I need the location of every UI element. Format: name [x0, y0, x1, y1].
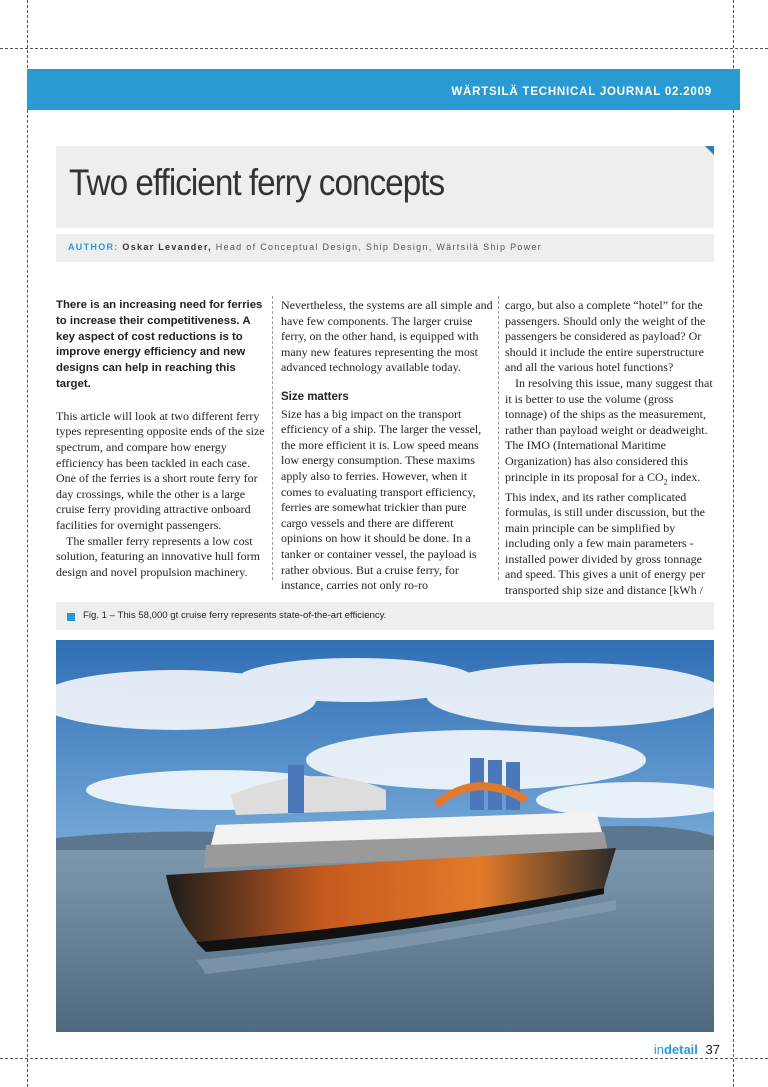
figure-caption-bar	[56, 602, 714, 630]
article-column-1	[56, 298, 266, 580]
paragraph-text: In resolving this issue, many suggest that it is better to use the volume (gross tonnage) of the ships as the measurement, rather than payload weight or deadweight. The IMO (International Maritime Organization) has also considered this principle in its proposal for a CO	[505, 375, 713, 484]
paragraph: Nevertheless, the systems are all simple and have few components. The larger cruise ferry, on the other hand, is equipped with many new features representing the most advanced technology available today.	[281, 298, 493, 375]
column-divider	[272, 296, 273, 580]
page-number: 37	[705, 1042, 720, 1057]
article-column-2	[281, 298, 493, 594]
header-band	[27, 69, 740, 110]
subscript: 2	[663, 476, 668, 486]
author-role: Head of Conceptual Design, Ship Design, Wärtsilä Ship Power	[215, 242, 543, 252]
author-line	[68, 242, 542, 252]
article-column-3	[505, 298, 715, 614]
caption-bullet-icon	[67, 613, 75, 621]
journal-title: WÄRTSILÄ TECHNICAL JOURNAL 02.2009	[451, 86, 712, 98]
crop-mark	[0, 1058, 768, 1059]
brand-detail: detail	[663, 1042, 698, 1057]
cruise-ferry-image	[56, 640, 714, 1032]
paragraph	[505, 376, 715, 614]
section-heading: Size matters	[281, 390, 349, 403]
article-lead: There is an increasing need for ferries to increase their competitiveness. A key aspect of cost reductions is to improve energy efficiency and new designs can help in reaching this target.	[56, 299, 263, 390]
page-footer	[654, 1042, 720, 1057]
crop-mark	[27, 0, 28, 1087]
author-panel	[56, 234, 714, 262]
crop-mark	[733, 0, 734, 1087]
author-name: Oskar Levander,	[122, 242, 212, 252]
figure-caption: Fig. 1 – This 58,000 gt cruise ferry represents state-of-the-art efficiency.	[83, 610, 387, 621]
paragraph: The smaller ferry represents a low cost solution, featuring an innovative hull form design and novel propulsion machinery.	[56, 533, 260, 579]
title-panel	[56, 146, 714, 228]
author-label: AUTHOR:	[68, 242, 119, 252]
paragraph: cargo, but also a complete “hotel” for the passengers. Should only the weight of the passengers be considered as payload? Or should it include the entire superstructure and all the various hotel functions?	[505, 298, 706, 375]
paragraph: Size has a big impact on the transport efficiency of a ship. The larger the vessel, the more efficient it is. Low speed means low energy consumption. These maxims apply also to ferries. However, when it comes to evaluating transport efficiency, ferries are somewhat trickier than pure cargo vessels and there are different opinions on how it should be done. In a tanker or container vessel, the payload is rather obvious. But a cruise ferry, for instance, carries not only ro-ro	[281, 406, 482, 593]
paragraph: This article will look at two different ferry types representing opposite ends of the size spectrum, and compare how energy efficiency has been tackled in each case. One of the ferries is a short route ferry for day crossings, while the other is a large cruise ferry providing attractive onboard facilities for overnight passengers.	[56, 408, 265, 532]
paragraph-text: index. This index, and its rather complicated formulas, is still under discussion, but the main principle can be simplified by including only a few main parameters - installed power divided by gross tonnage and speed. This gives a unit of energy per transported ship size and distance [kWh /	[505, 469, 705, 598]
brand-in: in	[653, 1042, 664, 1057]
page-title: Two efficient ferry concepts	[69, 162, 445, 203]
crop-mark	[0, 48, 768, 49]
corner-triangle-icon	[705, 146, 714, 155]
column-divider	[498, 296, 499, 580]
